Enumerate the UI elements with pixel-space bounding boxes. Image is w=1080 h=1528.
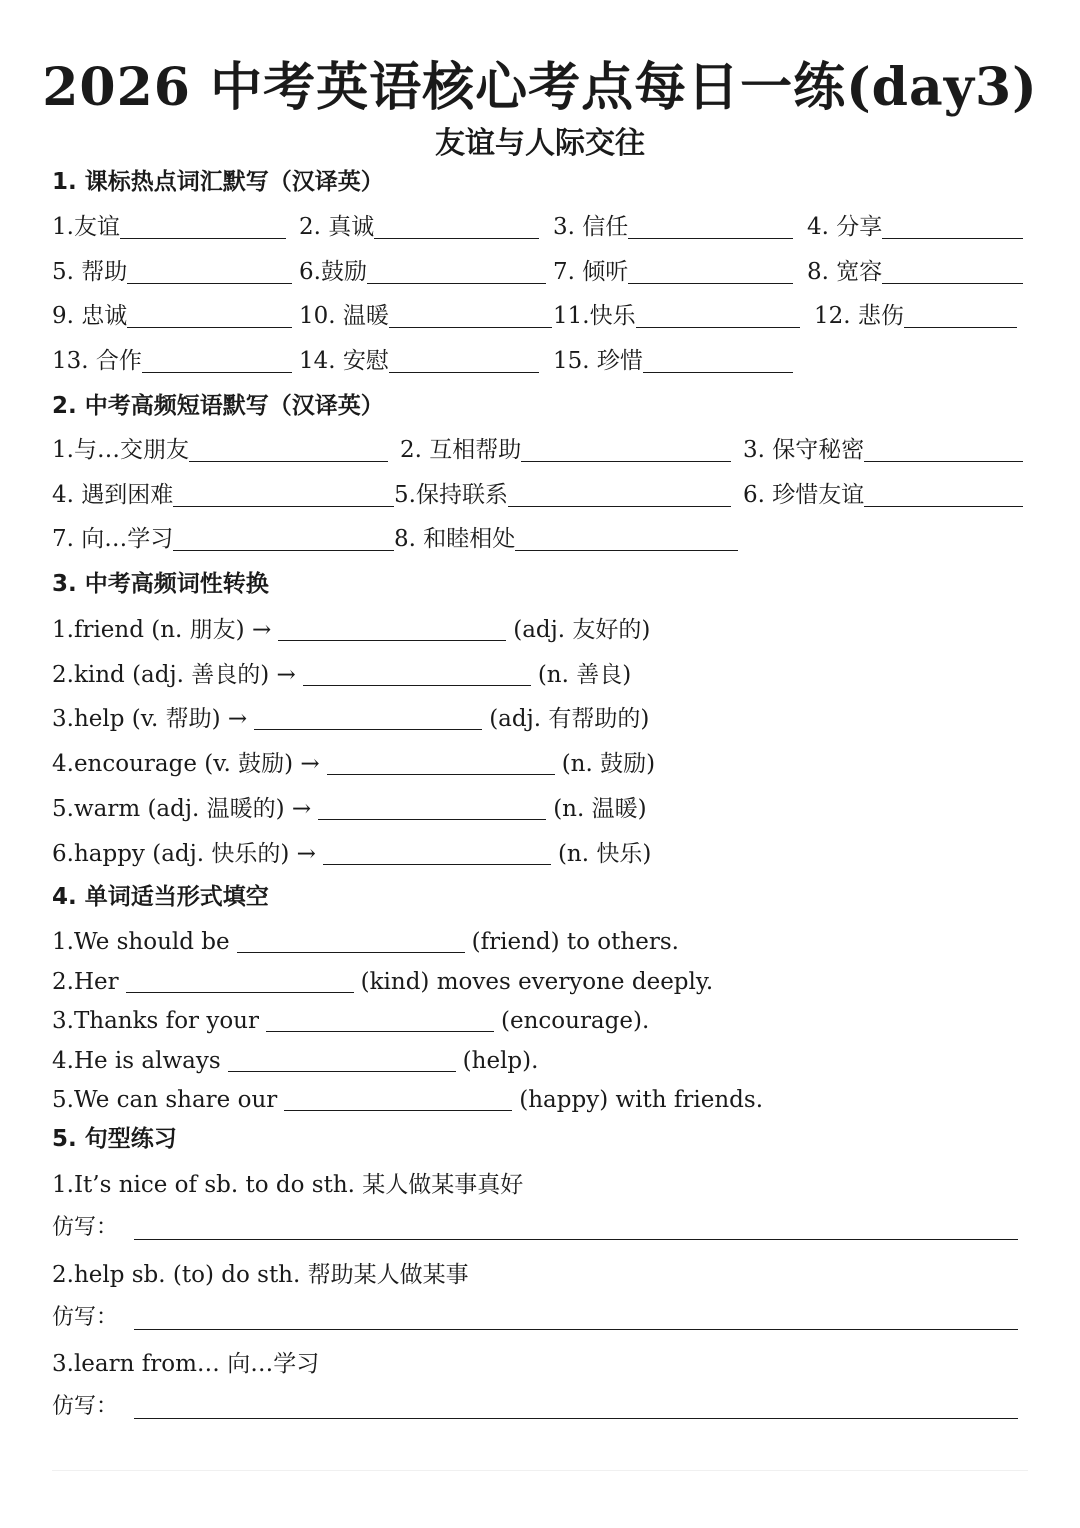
footer-divider xyxy=(52,1470,1028,1471)
phrase-item xyxy=(400,431,731,467)
sentence-pattern: 1.It’s nice of sb. to do sth. 某人做某事真好 xyxy=(52,1172,524,1198)
phrase-prompt: 2. 互相帮助 xyxy=(400,437,522,463)
vocab-item xyxy=(553,253,793,289)
phrase-item xyxy=(52,431,388,467)
answer-blank[interactable] xyxy=(254,705,482,730)
answer-blank[interactable] xyxy=(374,237,539,239)
vocab-item xyxy=(553,297,800,333)
answer-blank[interactable] xyxy=(515,549,738,551)
answer-blank[interactable] xyxy=(134,1328,1018,1330)
word-form-prompt: 5.warm (adj. 温暖的) → xyxy=(52,796,312,822)
imitation-label: 仿写： xyxy=(52,1394,119,1419)
sentence-start: 5.We can share our xyxy=(52,1087,278,1113)
imitation-label: 仿写： xyxy=(52,1305,119,1330)
vocab-item xyxy=(299,297,552,333)
vocab-prompt: 2. 真诚 xyxy=(299,214,375,240)
word-form-target: (n. 善良) xyxy=(537,662,632,688)
sentence-end: (help). xyxy=(462,1048,539,1074)
vocab-item xyxy=(807,208,1023,244)
phrase-prompt: 5.保持联系 xyxy=(394,482,508,508)
vocab-item xyxy=(553,208,793,244)
phrase-item xyxy=(394,520,738,556)
answer-blank[interactable] xyxy=(173,549,394,551)
answer-blank[interactable] xyxy=(389,326,552,328)
fill-in-item xyxy=(52,1002,649,1036)
page-subtitle: 友谊与人际交往 xyxy=(435,126,645,161)
imitation-line xyxy=(52,1388,1018,1424)
answer-blank[interactable] xyxy=(173,505,394,507)
answer-blank[interactable] xyxy=(284,1086,512,1111)
vocab-prompt: 10. 温暖 xyxy=(299,303,389,329)
word-form-item xyxy=(52,611,650,645)
vocab-prompt: 3. 信任 xyxy=(553,214,629,240)
word-form-target: (adj. 友好的) xyxy=(513,617,651,643)
fill-in-item xyxy=(52,923,679,957)
sentence-start: 2.Her xyxy=(52,969,119,995)
answer-blank[interactable] xyxy=(120,237,286,239)
word-form-prompt: 3.help (v. 帮助) → xyxy=(52,706,248,732)
vocab-item xyxy=(807,253,1023,289)
answer-blank[interactable] xyxy=(266,1007,494,1032)
vocab-item xyxy=(299,342,539,378)
answer-blank[interactable] xyxy=(134,1238,1018,1240)
sentence-pattern: 2.help sb. (to) do sth. 帮助某人做某事 xyxy=(52,1262,469,1288)
answer-blank[interactable] xyxy=(126,968,354,993)
fill-in-item xyxy=(52,1042,538,1076)
phrase-item xyxy=(743,476,1023,512)
answer-blank[interactable] xyxy=(521,460,731,462)
vocab-item xyxy=(52,208,286,244)
word-form-item xyxy=(52,745,655,779)
page-title: 2026 中考英语核心考点每日一练(day3) xyxy=(42,57,1038,118)
sentence-start: 3.Thanks for your xyxy=(52,1008,259,1034)
word-form-prompt: 4.encourage (v. 鼓励) → xyxy=(52,751,320,777)
imitation-label: 仿写： xyxy=(52,1215,119,1240)
answer-blank[interactable] xyxy=(904,326,1017,328)
answer-blank[interactable] xyxy=(189,460,388,462)
word-form-target: (n. 温暖) xyxy=(553,796,647,822)
word-form-target: (n. 鼓励) xyxy=(561,751,656,777)
fill-in-item xyxy=(52,963,713,997)
section-2-heading: 2. 中考高频短语默写（汉译英） xyxy=(52,393,384,419)
answer-blank[interactable] xyxy=(142,371,292,373)
answer-blank[interactable] xyxy=(636,326,800,328)
word-form-item xyxy=(52,700,649,734)
answer-blank[interactable] xyxy=(628,237,793,239)
answer-blank[interactable] xyxy=(318,795,546,820)
word-form-prompt: 1.friend (n. 朋友) → xyxy=(52,617,272,643)
section-5-heading: 5. 句型练习 xyxy=(52,1126,177,1152)
section-3-heading: 3. 中考高频词性转换 xyxy=(52,571,269,597)
vocab-prompt: 15. 珍惜 xyxy=(553,348,643,374)
word-form-item xyxy=(52,835,651,869)
vocab-item xyxy=(52,253,292,289)
phrase-item xyxy=(394,476,731,512)
phrase-item xyxy=(52,520,394,556)
word-form-prompt: 2.kind (adj. 善良的) → xyxy=(52,662,296,688)
sentence-pattern: 3.learn from… 向…学习 xyxy=(52,1351,320,1377)
imitation-line xyxy=(52,1209,1018,1245)
answer-blank[interactable] xyxy=(327,750,555,775)
vocab-item xyxy=(299,208,539,244)
answer-blank[interactable] xyxy=(643,371,793,373)
phrase-prompt: 3. 保守秘密 xyxy=(743,437,865,463)
answer-blank[interactable] xyxy=(389,371,539,373)
word-form-item xyxy=(52,790,647,824)
vocab-item xyxy=(52,342,292,378)
vocab-prompt: 1.友谊 xyxy=(52,214,120,240)
fill-in-item xyxy=(52,1081,763,1115)
vocab-item xyxy=(52,297,292,333)
answer-blank[interactable] xyxy=(278,616,506,641)
vocab-prompt: 7. 倾听 xyxy=(553,259,629,285)
section-4-heading: 4. 单词适当形式填空 xyxy=(52,884,269,910)
answer-blank[interactable] xyxy=(628,282,793,284)
vocab-prompt: 11.快乐 xyxy=(553,303,636,329)
vocab-prompt: 9. 忠诚 xyxy=(52,303,128,329)
answer-blank[interactable] xyxy=(228,1047,456,1072)
sentence-end: (kind) moves everyone deeply. xyxy=(360,969,714,995)
answer-blank[interactable] xyxy=(864,505,1023,507)
answer-blank[interactable] xyxy=(882,282,1023,284)
imitation-line xyxy=(52,1299,1018,1335)
answer-blank[interactable] xyxy=(237,928,465,953)
answer-blank[interactable] xyxy=(882,237,1023,239)
sentence-start: 4.He is always xyxy=(52,1048,221,1074)
answer-blank[interactable] xyxy=(367,282,546,284)
phrase-prompt: 4. 遇到困难 xyxy=(52,482,174,508)
answer-blank[interactable] xyxy=(303,661,531,686)
answer-blank[interactable] xyxy=(864,460,1023,462)
answer-blank[interactable] xyxy=(134,1417,1018,1419)
phrase-prompt: 6. 珍惜友谊 xyxy=(743,482,865,508)
vocab-item xyxy=(299,253,546,289)
vocab-item xyxy=(814,297,1017,333)
word-form-target: (n. 快乐) xyxy=(557,841,652,867)
word-form-item xyxy=(52,656,631,690)
vocab-prompt: 6.鼓励 xyxy=(299,259,367,285)
vocab-prompt: 4. 分享 xyxy=(807,214,883,240)
sentence-end: (happy) with friends. xyxy=(519,1087,764,1113)
section-1-heading: 1. 课标热点词汇默写（汉译英） xyxy=(52,169,384,195)
vocab-prompt: 14. 安慰 xyxy=(299,348,389,374)
answer-blank[interactable] xyxy=(508,505,731,507)
word-form-prompt: 6.happy (adj. 快乐的) → xyxy=(52,841,316,867)
phrase-item xyxy=(52,476,394,512)
answer-blank[interactable] xyxy=(127,326,292,328)
sentence-start: 1.We should be xyxy=(52,929,230,955)
phrase-prompt: 7. 向…学习 xyxy=(52,526,174,552)
vocab-prompt: 12. 悲伤 xyxy=(814,303,904,329)
phrase-prompt: 1.与…交朋友 xyxy=(52,437,189,463)
word-form-target: (adj. 有帮助的) xyxy=(489,706,650,732)
vocab-item xyxy=(553,342,793,378)
answer-blank[interactable] xyxy=(323,840,551,865)
sentence-end: (encourage). xyxy=(501,1008,650,1034)
vocab-prompt: 5. 帮助 xyxy=(52,259,128,285)
vocab-prompt: 8. 宽容 xyxy=(807,259,883,285)
phrase-prompt: 8. 和睦相处 xyxy=(394,526,516,552)
answer-blank[interactable] xyxy=(127,282,292,284)
sentence-end: (friend) to others. xyxy=(471,929,679,955)
vocab-prompt: 13. 合作 xyxy=(52,348,142,374)
phrase-item xyxy=(743,431,1023,467)
